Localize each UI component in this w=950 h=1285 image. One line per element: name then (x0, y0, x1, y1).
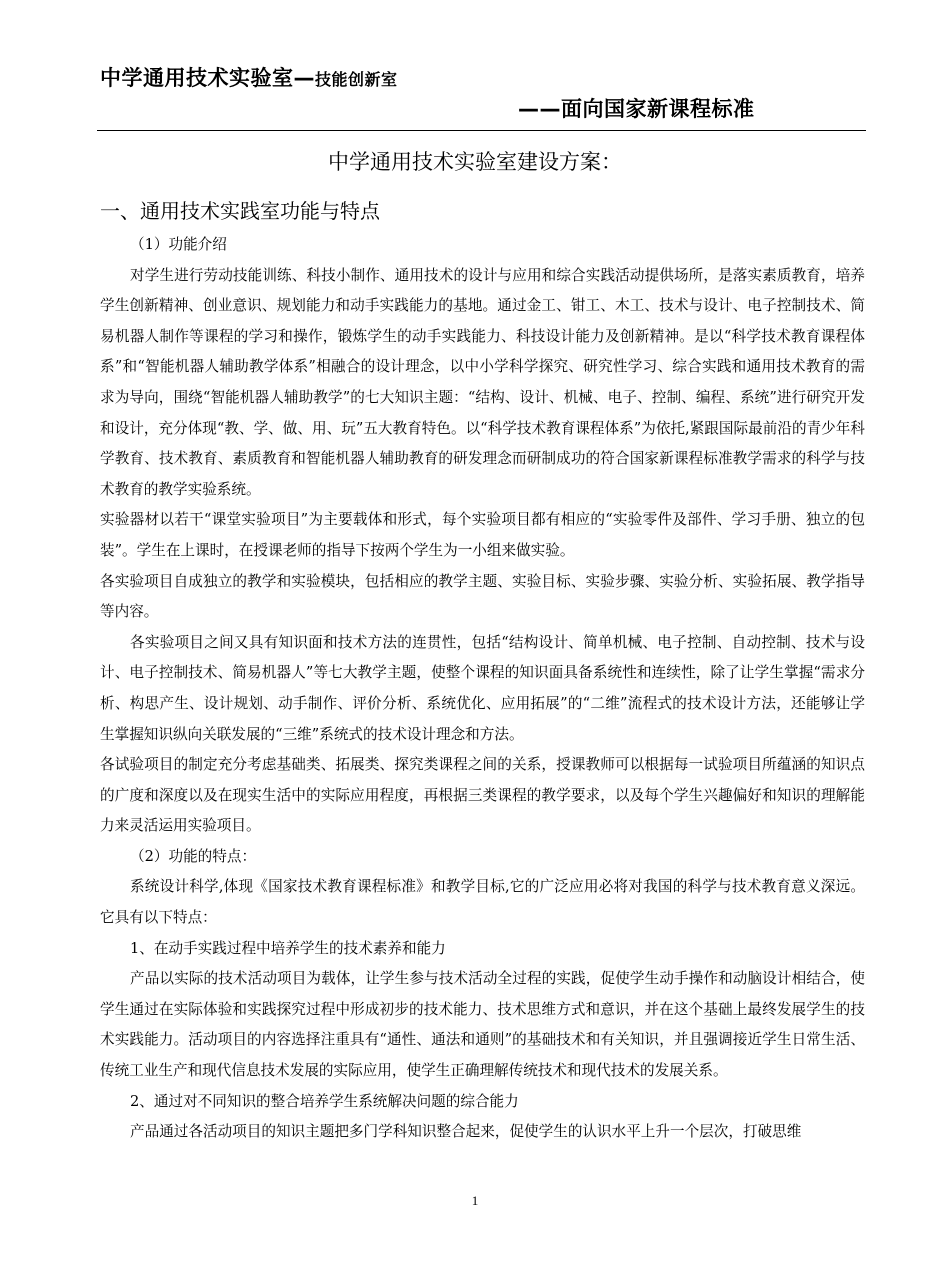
header-rule (97, 130, 866, 131)
paragraph-8: 产品通过各活动项目的知识主题把多门学科知识整合起来，促使学生的认识水平上升一个层次，打破思维 (130, 1123, 802, 1141)
paragraph-7: 产品以实际的技术活动项目为载体，让学生参与技术活动全过程的实践，促使学生动手操作和动脑设计相结合，使学生通过在实际体验和实践探究过程中形成初步的技术能力、技术思维方式和意识，并在这个基础上最终发展学生的技术实践能力。活动项目的内容选择注重具有“通性、通法和通则”的基础技术和有关知识，并且强调接近学生日常生活、传统工业生产和现代信息技术发展的实际应用，使学生正确理解传统技术和现代技术的发展关系。 (100, 970, 865, 1080)
header-title-main: 中学通用技术实验室— (100, 66, 315, 90)
header-title-small: 技能创新室 (315, 70, 398, 89)
header-subtitle: ——面向国家新课程标准 (518, 97, 755, 121)
paragraph-4: 各实验项目之间又具有知识面和技术方法的连贯性，包括“结构设计、简单机械、电子控制、自动控制、技术与设计、电子控制技术、简易机器人”等七大教学主题，使整个课程的知识面具备系统性和连续性，除了让学生掌握“需求分析、构思产生、设计规划、动手制作、评价分析、系统优化、应用拓展”的“二维”流程式的技术设计方法，还能够让学生掌握知识纵向关联发展的“三维”系统式的技术设计理念和方法。 (100, 633, 865, 743)
page-number: 1 (471, 1193, 479, 1208)
section-heading: 一、通用技术实践室功能与特点 (100, 199, 380, 223)
list-item-2: 2、通过对不同知识的整合培养学生系统解决问题的综合能力 (130, 1092, 519, 1110)
paragraph-5: 各试验项目的制定充分考虑基础类、拓展类、探究类课程之间的关系，授课教师可以根据每一试验项目所蕴涵的知识点的广度和深度以及在现实生活中的实际应用程度，再根据三类课程的教学要求，以及每个学生兴趣偏好和知识的理解能力来灵活运用实验项目。 (100, 756, 865, 835)
subheading-features: （2）功能的特点： (130, 847, 257, 865)
paragraph-2: 实验器材以若干“课堂实验项目”为主要载体和形式，每个实验项目都有相应的“实验零件及部件、学习手册、独立的包装”。学生在上课时，在授课老师的指导下按两个学生为一小组来做实验。 (100, 511, 865, 559)
list-item-1: 1、在动手实践过程中培养学生的技术素养和能力 (130, 939, 446, 957)
document-title: 中学通用技术实验室建设方案： (328, 150, 622, 174)
paragraph-3: 各实验项目自成独立的教学和实验模块，包括相应的教学主题、实验目标、实验步骤、实验分析、实验拓展、教学指导等内容。 (100, 572, 865, 621)
document-body (100, 230, 865, 1148)
paragraph-1: 对学生进行劳动技能训练、科技小制作、通用技术的设计与应用和综合实践活动提供场所，是落实素质教育，培养学生创新精神、创业意识、规划能力和动手实践能力的基地。通过金工、钳工、木工、技术与设计、电子控制技术、简易机器人制作等课程的学习和操作，锻炼学生的动手实践能力、科技设计能力及创新精神。是以“科学技术教育课程体系”和“智能机器人辅助教学体系”相融合的设计理念，以中小学科学探究、研究性学习、综合实践和通用技术教育的需求为导向，围绕“智能机器人辅助教学”的七大知识主题：“结构、设计、机械、电子、控制、编程、系统”进行研究开发和设计，充分体现“教、学、做、用、玩”五大教育特色。以“科学技术教育课程体系”为依托,紧跟国际最前沿的青少年科学教育、技术教育、素质教育和智能机器人辅助教育的研发理念而研制成功的符合国家新课程标准教学需求的科学与技术教育的教学实验系统。 (100, 266, 865, 498)
subheading-function-intro: （1）功能介绍 (130, 236, 227, 253)
header-title (100, 62, 398, 92)
paragraph-6: 系统设计科学,体现《国家技术教育课程标准》和教学目标,它的广泛应用必将对我国的科学与技术教育意义深远。它具有以下特点： (100, 878, 865, 927)
